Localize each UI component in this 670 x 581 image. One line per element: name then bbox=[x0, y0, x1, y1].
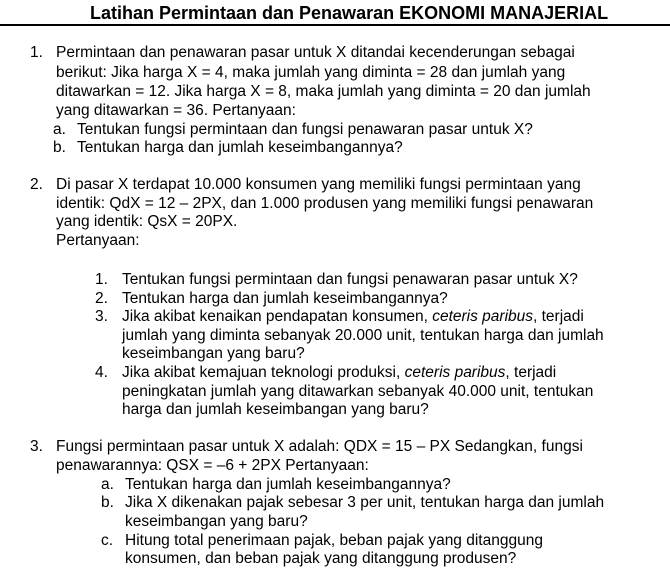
q2-sub-4-line: harga dan jumlah keseimbangan yang baru? bbox=[122, 401, 429, 418]
q1-line: ditawarkan = 12. Jika harga X = 8, maka jumlah yang diminta = 20 dan jumlah bbox=[56, 83, 591, 100]
q1-line: berikut: Jika harga X = 4, maka jumlah yang diminta = 28 dan jumlah yang bbox=[56, 64, 566, 81]
q3-line: Fungsi permintaan pasar untuk X adalah: QDX = 15 – PX Sedangkan, fungsi bbox=[56, 438, 583, 455]
q1-sub-mark: a. bbox=[53, 121, 66, 138]
q2-sub-mark: 2. bbox=[95, 290, 108, 307]
q3-sub-a: Tentukan harga dan jumlah keseimbangannya? bbox=[125, 476, 451, 493]
q2-line: Di pasar X terdapat 10.000 konsumen yang memiliki fungsi permintaan yang bbox=[56, 176, 581, 193]
q2-number: 2. bbox=[30, 176, 43, 193]
q2-sub-4: Jika akibat kemajuan teknologi produksi, ceteris paribus, terjadi bbox=[122, 364, 557, 381]
q3-number: 3. bbox=[30, 438, 43, 455]
q2-sub-1: Tentukan fungsi permintaan dan fungsi penawaran pasar untuk X? bbox=[122, 271, 578, 288]
q2-sub-3-line: keseimbangan yang baru? bbox=[122, 345, 305, 362]
q1-line: Permintaan dan penawaran pasar untuk X ditandai kecenderungan sebagai bbox=[56, 44, 575, 61]
q2-sub-4-line: peningkatan jumlah yang ditawarkan sebanyak 40.000 unit, tentukan bbox=[122, 383, 594, 400]
q3-line: penawarannya: QSX = –6 + 2PX Pertanyaan: bbox=[56, 457, 369, 474]
q1-number: 1. bbox=[30, 44, 43, 61]
q2-sub-3: Jika akibat kenaikan pendapatan konsumen, ceteris paribus, terjadi bbox=[122, 308, 584, 325]
page-title: Latihan Permintaan dan Penawaran EKONOMI MANAJERIAL bbox=[90, 3, 609, 23]
q3-sub-b: Jika X dikenakan pajak sebesar 3 per unit, tentukan harga dan jumlah bbox=[125, 494, 605, 511]
q2-line: identik: QdX = 12 – 2PX, dan 1.000 produsen yang memiliki fungsi penawaran bbox=[56, 195, 594, 212]
q1-sub-a: Tentukan fungsi permintaan dan fungsi penawaran pasar untuk X? bbox=[77, 121, 533, 138]
q2-sub-mark: 1. bbox=[95, 271, 108, 288]
q3-sub-c: Hitung total penerimaan pajak, beban pajak yang ditanggung bbox=[125, 532, 543, 549]
q2-sub-2: Tentukan harga dan jumlah keseimbangannya? bbox=[122, 290, 448, 307]
q3-sub-b-line: keseimbangan yang baru? bbox=[125, 513, 308, 530]
q1-line: yang ditawarkan = 36. Pertanyaan: bbox=[56, 102, 296, 119]
q2-line: yang identik: QsX = 20PX. bbox=[56, 213, 238, 230]
q3-sub-mark: a. bbox=[101, 476, 114, 493]
q3-sub-mark: b. bbox=[101, 494, 114, 511]
q1-sub-mark: b. bbox=[53, 139, 66, 156]
title-underline bbox=[0, 24, 670, 26]
q3-sub-c-line: konsumen, dan beban pajak yang ditanggung produsen? bbox=[125, 550, 517, 567]
q2-line: Pertanyaan: bbox=[56, 232, 140, 249]
q1-sub-b: Tentukan harga dan jumlah keseimbangannya? bbox=[77, 139, 403, 156]
q3-sub-mark: c. bbox=[101, 532, 114, 549]
q2-sub-3-line: jumlah yang diminta sebanyak 20.000 unit, tentukan harga dan jumlah bbox=[122, 327, 604, 344]
q2-sub-mark: 3. bbox=[95, 308, 108, 325]
q2-sub-mark: 4. bbox=[95, 364, 108, 381]
